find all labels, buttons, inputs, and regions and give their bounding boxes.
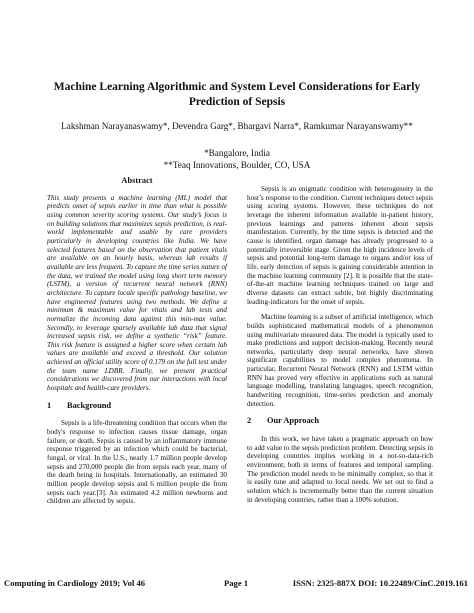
- section-title: Background: [67, 400, 112, 410]
- section-heading-background: [47, 402, 227, 411]
- page-footer: [0, 578, 474, 590]
- section-number: 1: [47, 400, 52, 410]
- background-paragraph: Sepsis is a life-threatening condition that occurs when the body's response to infection causes tissue damage, organ failure, or death. Sepsis is caused by an inflammatory immune response triggered by an infection which could be bacterial, fungal, or viral. In the U.S., nearly 1.7 million people develop sepsis and 270,000 people die from sepsis each year, many of the death being in hospitals. Internationally, an estimated 30 million people develop sepsis and 6 million people die from sepsis each year.[3]. An estimated 4.2 million newborns and children are affected by sepsis.: [47, 419, 227, 506]
- author-list: Lakshman Narayanaswamy*, Devendra Garg*, Bhargavi Narra*, Ramkumar Narayanswamy**: [61, 121, 413, 131]
- abstract-text: This study presents a machine learning (ML) model that predicts onset of sepsis earlier in time than what is possible using common severity scoring systems. Our study’s focus is on building solutions that maximizes sepsis prediction, is real-world implementable and usable by care providers particularly in developing countries like India. We have selected features based on the observation that patient vitals are available on an hourly basis, whereas lab results if available are less frequent. To capture the time series nature of the data, we trained the model using long short term memory (LSTM), a version of recurrent neural network (RNN) architecture. To capture locale specific pathology baseline, we have engineered features using two methods. We define a minimum & maximum value for vitals and lab tests and normalize the incoming data against this min-max value. Secondly, to leverage sparsely available lab data that signal increased sepsis risk, we define a synthetic “risk” feature. This risk feature is assigned a higher score when certain lab values are available and exceed a threshold. Our solution achieved an official utility score of 0.179 on the full test under the team name LDBR. Finally, we present practical considerations we discovered from our interactions with local hospitals and health-care providers.: [47, 193, 227, 393]
- section-number: 2: [247, 416, 252, 426]
- section-title: Our Approach: [267, 416, 320, 426]
- affiliations: [60, 147, 414, 171]
- affiliation-1: *Bangalore, India: [204, 148, 270, 158]
- abstract-heading: Abstract: [121, 176, 153, 185]
- affiliation-2: **Teaq Innovations, Boulder, CO, USA: [163, 160, 311, 170]
- footer-issn-doi: ISSN: 2325-887X DOI: 10.22489/CinC.2019.161: [292, 578, 468, 588]
- body-paragraph-2: Machine learning is a subset of artificial intelligence, which builds sophisticated mathematical models of a phenomenon using multivariate measured data. The model is typically used to make predictions and support decision-making. Recently neural networks, particularly deep neural networks, have shown significant capabilities to model complex phenomena. In particular, Recurrent Neural Network (RNN) and LSTM within RNN has proved very effective in applications such as natural language modelling, translating languages, speech recognition, handwriting recognition, time-series prediction and anomaly detection.: [247, 313, 433, 408]
- approach-paragraph: In this work, we have taken a pragmatic approach on how to add value to the sepsis prediction problem. Detecting sepsis in developing countries implies working in a not-so-data-rich environment; both in terms of features and temporal sampling. The prediction model needs to be minimally complex, so that it is easily tune and adapted to local needs. We set out to find a solution which is incrementally better than the current situation in developing countries, rather than a 100% solution.: [247, 435, 433, 504]
- right-column: [247, 185, 433, 511]
- paper-title: Machine Learning Algorithmic and System Level Considerations for Early Prediction of Sepsis: [53, 81, 421, 108]
- footer-journal: Computing in Cardiology 2019; Vol 46: [4, 578, 146, 588]
- footer-page-number: Page 1: [224, 578, 249, 588]
- section-heading-approach: [247, 417, 433, 426]
- left-column: [47, 177, 227, 513]
- body-paragraph-1: Sepsis is an enigmatic condition with heterogeneity in the host’s response to the condition. Current techniques detect sepsis using scoring systems. However, these techniques do not leverage the inherent information available in-patient history, previous learnings and patterns inherent about sepsis manifestation. Currently, by the time sepsis is detected and the cause is identified, organ damage has already progressed to a potentially irreversible stage. Given the high incidence levels of sepsis and potential long-term damage to organs and/or loss of life, early detection of sepsis is gaining considerable attention in the machine learning community [2]. It is possible that the state-of-the-art machine learning techniques trained on large and diverse datasets can extract subtle, but highly discriminating leading-indicators for the onset of sepsis.: [247, 185, 433, 306]
